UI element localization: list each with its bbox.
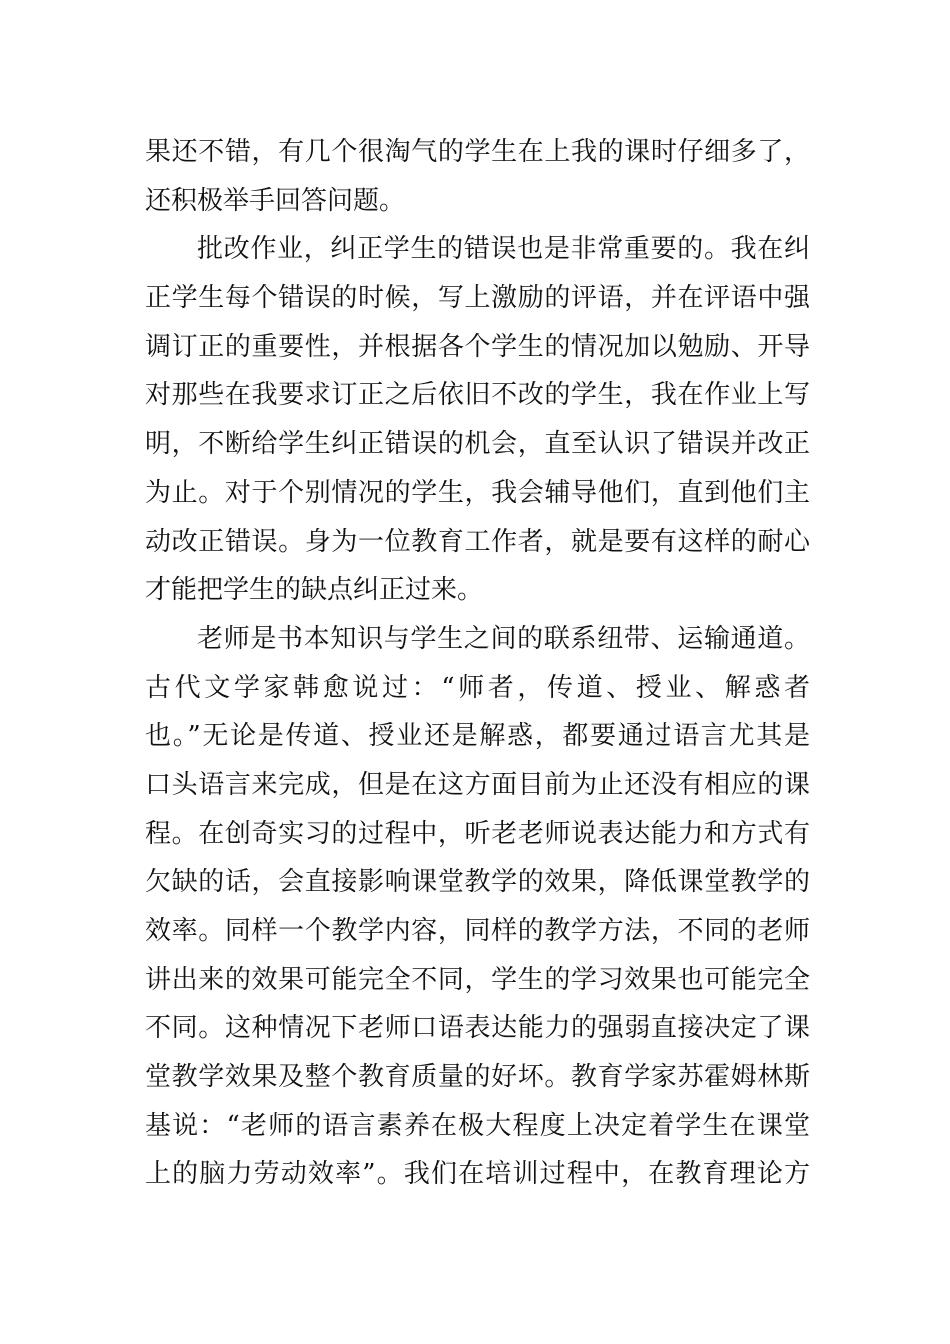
text-line: 效率。同样一个教学内容，同样的教学方法，不同的老师 [145, 916, 810, 946]
text-line: 果还不错，有几个很淘气的学生在上我的课时仔细多了， [145, 137, 810, 167]
text-line: 明，不断给学生纠正错误的机会，直至认识了错误并改正 [145, 429, 810, 460]
text-line: 堂教学效果及整个教育质量的好坏。教育学家苏霍姆林斯 [145, 1062, 810, 1093]
text-line: 还积极举手回答问题。 [145, 185, 406, 216]
paragraph-start-line: 批改作业，纠正学生的错误也是非常重要的。我在纠 [197, 234, 810, 265]
text-line: 不同。这种情况下老师口语表达能力的强弱直接决定了课 [145, 1013, 810, 1044]
text-line: 口头语言来完成，但是在这方面目前为止还没有相应的课 [145, 769, 810, 800]
text-line: 讲出来的效果可能完全不同，学生的学习效果也可能完全 [145, 964, 810, 995]
text-line: 程。在创奇实习的过程中，听老老师说表达能力和方式有 [145, 818, 810, 849]
text-line: 也。”无论是传道、授业还是解惑，都要通过语言尤其是 [145, 721, 810, 752]
body-text [145, 128, 810, 1199]
paragraph-start-line: 老师是书本知识与学生之间的联系纽带、运输通道。 [197, 623, 810, 654]
text-line: 古代文学家韩愈说过：“师者，传道、授业、解惑者 [145, 672, 810, 703]
text-line: 调订正的重要性，并根据各个学生的情况加以勉励、开导 [145, 331, 810, 362]
text-line: 正学生每个错误的时候，写上激励的评语，并在评语中强 [145, 283, 810, 314]
text-line: 基说：“老师的语言素养在极大程度上决定着学生在课堂 [145, 1110, 810, 1141]
text-line: 动改正错误。身为一位教育工作者，就是要有这样的耐心 [145, 526, 810, 557]
text-line: 上的脑力劳动效率”。我们在培训过程中，在教育理论方 [145, 1159, 810, 1190]
text-line: 为止。对于个别情况的学生，我会辅导他们，直到他们主 [145, 477, 810, 508]
text-line: 才能把学生的缺点纠正过来。 [145, 575, 484, 606]
text-line: 欠缺的话，会直接影响课堂教学的效果，降低课堂教学的 [145, 867, 810, 898]
text-line: 对那些在我要求订正之后依旧不改的学生，我在作业上写 [145, 380, 810, 411]
